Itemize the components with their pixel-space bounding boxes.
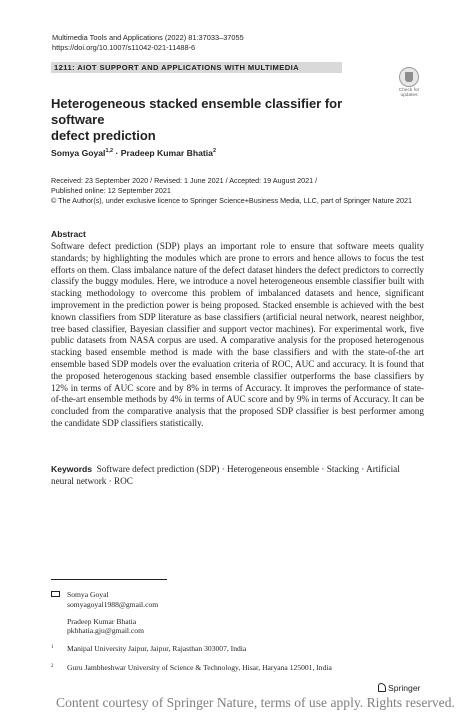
footnote-divider bbox=[51, 579, 167, 580]
springer-horse-icon bbox=[378, 683, 386, 692]
coauthor-email[interactable]: pkbhatia.gju@gmail.com bbox=[67, 626, 145, 636]
journal-header bbox=[52, 33, 244, 52]
author-affiliation-sup: 2 bbox=[212, 148, 216, 155]
corresponding-author-name: Somya Goyal bbox=[67, 590, 109, 599]
author-name[interactable]: Pradeep Kumar Bhatia bbox=[120, 148, 213, 158]
keywords bbox=[51, 464, 424, 488]
check-updates-text: Check for updates bbox=[398, 88, 420, 99]
author-name[interactable]: Somya Goyal bbox=[51, 148, 106, 158]
affiliations bbox=[51, 643, 332, 681]
author-separator: · bbox=[113, 148, 121, 158]
envelope-icon bbox=[51, 591, 60, 597]
check-for-updates-badge[interactable] bbox=[392, 67, 426, 103]
article-title: Heterogeneous stacked ensemble classifier for software defect prediction bbox=[51, 96, 343, 143]
keywords-label: Keywords bbox=[51, 464, 93, 474]
corresponding-author-email[interactable]: somyagoyal1988@gmail.com bbox=[67, 599, 159, 609]
journal-citation: Multimedia Tools and Applications (2022) 81:37033–37055 bbox=[52, 33, 244, 42]
correspondence-block bbox=[51, 590, 158, 636]
affiliation-item: $^2$ Guru Jambheshwar University of Science & Technology, Hisar, Haryana 125001, India bbox=[51, 662, 332, 672]
copyright-notice: © The Author(s), under exclusive licence to Springer Science+Business Media, LLC, part of Springer Nature 2021 bbox=[51, 195, 412, 205]
affiliation-item: $^1$ Manipal University Jaipur, Jaipur, Rajasthan 303007, India bbox=[51, 644, 247, 653]
article-history bbox=[51, 176, 431, 205]
coauthor-name: Pradeep Kumar Bhatia bbox=[67, 616, 137, 626]
published-date: Published online: 12 September 2021 bbox=[51, 185, 171, 195]
author-affiliation-sup: 1,2 bbox=[105, 148, 114, 155]
author-list bbox=[51, 148, 216, 158]
bookmark-icon bbox=[399, 67, 419, 87]
abstract-heading: Abstract bbox=[51, 229, 86, 239]
courtesy-notice: Content courtesy of Springer Nature, terms of use apply. Rights reserved. bbox=[56, 695, 455, 710]
doi-link[interactable]: https://doi.org/10.1007/s11042-021-11488-6 bbox=[52, 42, 196, 52]
springer-logo: Springer bbox=[378, 683, 420, 693]
history-dates: Received: 23 September 2020 / Revised: 1 June 2021 / Accepted: 19 August 2021 / bbox=[51, 176, 318, 185]
section-banner: 1211: AIOT SUPPORT AND APPLICATIONS WITH MULTIMEDIA bbox=[51, 62, 342, 73]
abstract-body: Software defect prediction (SDP) plays an important role to ensure that software meets quality standards; by highlighting the modules which are prone to errors and hence allows to focus the test efforts on them. Class imbalance nature of the defect dataset hinders the defect predictors to correctly classify the buggy modules. Here, we introduce a novel heterogeneous ensemble classifier built with stacking methodology to overcome this problem of imbalanced datasets and hence, significant improvement in the prediction power is being proposed. Stacked ensemble is achieved with the best known classifiers from SDP literature as base classifiers (artificial neural network, nearest neighbor, tree based classifier, Bayesian classifier and support vector machines). For experimental work, five public datasets from NASA corpus are used. A comparative analysis for the proposed heterogenous stacking based ensemble method is made with the base classifiers and with the state-of-the art ensemble based SDP models over the evaluation criteria of ROC, AUC and accuracy. It is found that the proposed heterogenous stacking based ensemble classifier outperforms the base classifiers by 12% in terms of AUC score and by 8% in terms of Accuracy. It improves the performance of state-of-the-art ensemble methods by 4% in terms of AUC score and by 9% in terms of Accuracy. It can be concluded from the comparative analysis that the proposed SDP classifier is best performer among the candidate SDP classifiers statistically. bbox=[51, 241, 424, 428]
keywords-list: Software defect prediction (SDP) · Heterogeneous ensemble · Stacking · Artificial neural network · ROC bbox=[51, 464, 400, 486]
